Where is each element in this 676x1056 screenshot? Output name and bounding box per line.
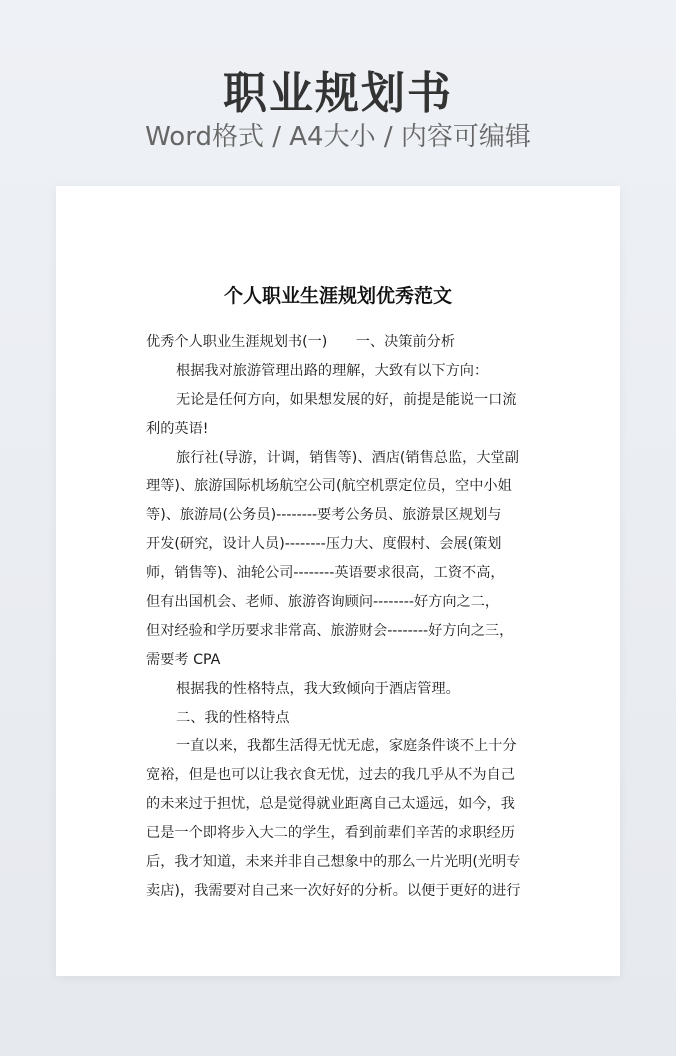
paragraph-line: 但对经验和学历要求非常高、旅游财会--------好方向之三， bbox=[146, 622, 514, 639]
paragraph-line: 卖店)，我需要对自己来一次好好的分析。以便于更好的进行 bbox=[146, 882, 521, 899]
document-body bbox=[146, 328, 536, 906]
paragraph-line: 已是一个即将步入大二的学生，看到前辈们辛苦的求职经历 bbox=[146, 825, 515, 842]
banner-subtitle: Word格式 / A4大小 / 内容可编辑 bbox=[145, 122, 531, 152]
banner-title: 职业规划书 bbox=[223, 68, 453, 119]
section-heading: 二、我的性格特点 bbox=[176, 709, 290, 726]
paragraph-line: 需要考 CPA bbox=[146, 651, 221, 668]
paragraph-line: 开发(研究，设计人员)--------压力大、度假村、会展(策划 bbox=[146, 536, 502, 553]
paragraph-line: 但有出国机会、老师、旅游咨询顾问--------好方向之二， bbox=[146, 594, 500, 611]
document-title: 个人职业生涯规划优秀范文 bbox=[223, 285, 452, 307]
paragraph-line: 的未来过于担忧，总是觉得就业距离自己太遥远，如今，我 bbox=[146, 796, 515, 813]
paragraph-line: 等)、旅游局(公务员)--------要考公务员、旅游景区规划与 bbox=[146, 507, 502, 524]
paragraph-line: 一直以来，我都生活得无忧无虑，家庭条件谈不上十分 bbox=[176, 738, 517, 755]
paragraph-line: 根据我的性格特点，我大致倾向于酒店管理。 bbox=[176, 680, 460, 697]
paragraph-line: 理等)、旅游国际机场航空公司(航空机票定位员，空中小姐 bbox=[146, 478, 512, 495]
paragraph-line: 宽裕，但是也可以让我衣食无忧，过去的我几乎从不为自己 bbox=[146, 767, 515, 784]
paragraph-line: 无论是任何方向，如果想发展的好，前提是能说一口流 bbox=[176, 391, 517, 408]
paragraph-line: 后，我才知道，未来并非自己想象中的那么一片光明(光明专 bbox=[146, 854, 521, 871]
paragraph-line: 根据我对旅游管理出路的理解，大致有以下方向： bbox=[176, 362, 489, 379]
paragraph-line: 旅行社(导游，计调，销售等)、酒店(销售总监，大堂副 bbox=[176, 449, 519, 466]
paragraph-line: 利的英语! bbox=[146, 420, 209, 437]
paragraph-line: 优秀个人职业生涯规划书(一) 一、决策前分析 bbox=[146, 334, 456, 350]
paragraph-line: 师，销售等)、油轮公司--------英语要求很高，工资不高， bbox=[146, 565, 505, 582]
